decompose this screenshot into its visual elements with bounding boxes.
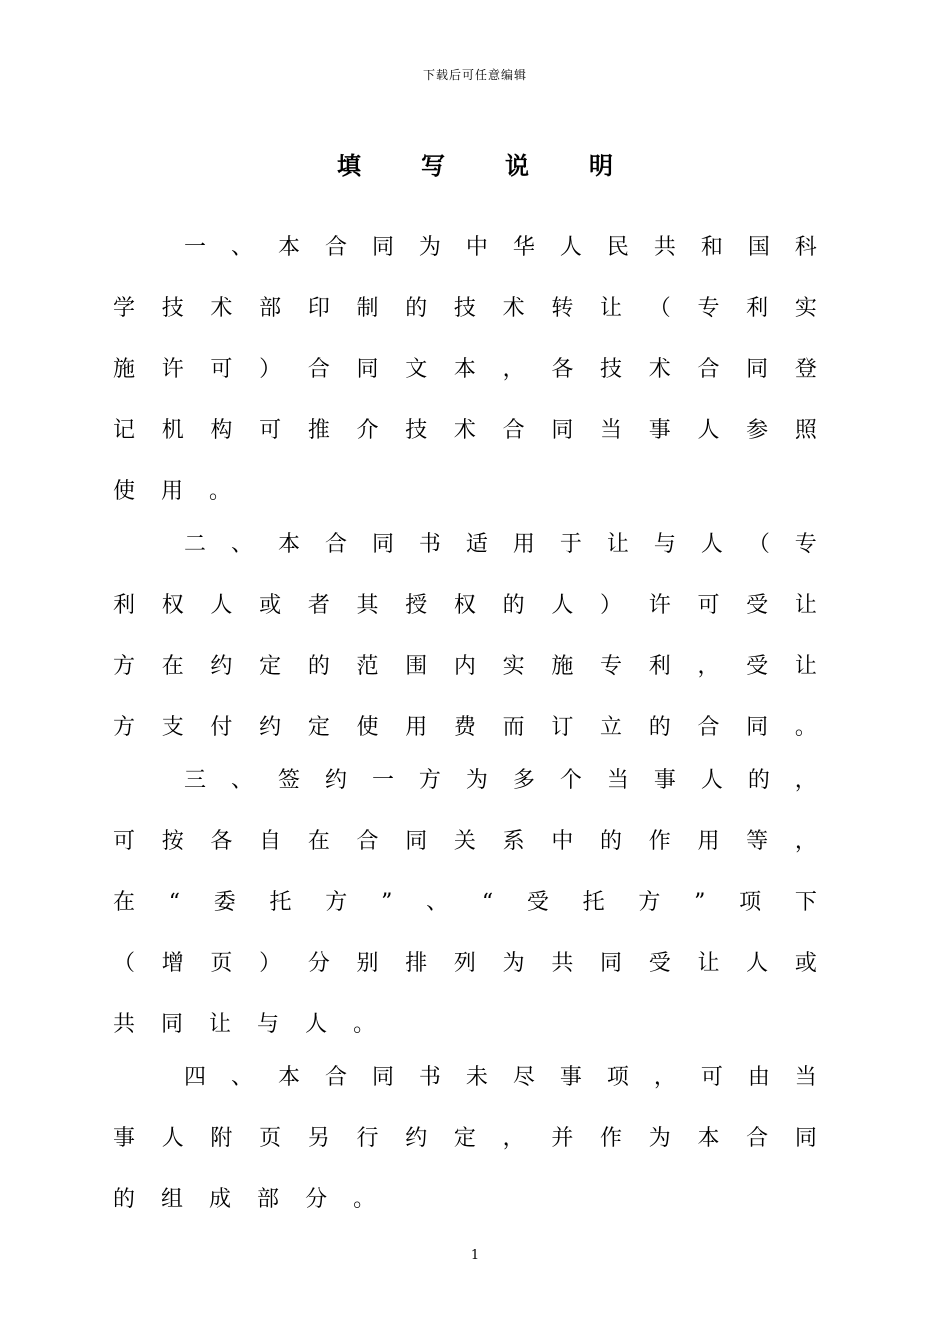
- body-char: 许: [161, 357, 184, 382]
- body-char: ，: [502, 1126, 525, 1151]
- body-char: 合: [746, 1126, 769, 1151]
- body-char: 同: [746, 357, 769, 382]
- body-char: 附: [210, 1126, 233, 1151]
- body-char: 用: [161, 479, 184, 504]
- body-char: 合: [324, 235, 347, 260]
- body-char: （: [648, 296, 671, 321]
- body-char: 四: [184, 1065, 207, 1090]
- body-char: 照: [794, 418, 817, 443]
- body-char: 的: [600, 829, 623, 854]
- body-char: 关: [453, 829, 476, 854]
- body-char: 共: [113, 1012, 136, 1037]
- body-char: 合: [697, 357, 720, 382]
- body-char: 的: [502, 593, 525, 618]
- body-char: 定: [307, 715, 330, 740]
- body-char: 共: [551, 951, 574, 976]
- body-char: 由: [747, 1065, 770, 1090]
- body-char: 约: [405, 1126, 428, 1151]
- body-char: 实: [502, 654, 525, 679]
- body-char: 利: [648, 654, 671, 679]
- body-char: 本: [277, 1065, 300, 1090]
- body-char: 并: [551, 1126, 574, 1151]
- body-char: 同: [551, 418, 574, 443]
- body-char: 自: [259, 829, 282, 854]
- body-line: [113, 472, 817, 512]
- body-char: 、: [230, 235, 253, 260]
- body-char: 或: [259, 593, 282, 618]
- body-char: 制: [356, 296, 379, 321]
- body-char: 技: [453, 296, 476, 321]
- body-char: 按: [161, 829, 184, 854]
- body-char: 的: [113, 1187, 136, 1212]
- body-char: 在: [161, 654, 184, 679]
- body-char: 学: [113, 296, 136, 321]
- body-char: 方: [325, 890, 348, 915]
- body-char: 托: [582, 890, 605, 915]
- body-char: 合: [307, 357, 330, 382]
- body-char: 记: [113, 418, 136, 443]
- document-title: [0, 146, 950, 181]
- body-char: 可: [697, 593, 720, 618]
- body-char: 立: [600, 715, 623, 740]
- body-char: 同: [356, 357, 379, 382]
- body-char: 术: [210, 296, 233, 321]
- body-char: 让: [794, 654, 817, 679]
- body-char: 约: [259, 715, 282, 740]
- body-char: 事: [559, 1065, 582, 1090]
- body-char: 用: [697, 829, 720, 854]
- body-char: 介: [356, 418, 379, 443]
- body-char: 华: [512, 235, 535, 260]
- body-char: 文: [405, 357, 428, 382]
- body-char: 登: [794, 357, 817, 382]
- body-char: ）: [600, 593, 623, 618]
- body-char: 本: [453, 357, 476, 382]
- body-char: 中: [465, 235, 488, 260]
- body-char: 构: [210, 418, 233, 443]
- body-char: 其: [356, 593, 379, 618]
- body-char: 本: [277, 532, 300, 557]
- body-char: 事: [653, 768, 676, 793]
- body-char: 施: [551, 654, 574, 679]
- body-char: 方: [113, 654, 136, 679]
- body-line: [113, 1119, 817, 1159]
- page-number: 1: [470, 1248, 480, 1263]
- body-char: 为: [465, 768, 488, 793]
- body-char: 合: [356, 829, 379, 854]
- body-char: 参: [746, 418, 769, 443]
- body-char: 的: [405, 296, 428, 321]
- body-char: 合: [502, 418, 525, 443]
- body-char: 授: [405, 593, 428, 618]
- title-char: 填: [337, 151, 361, 180]
- body-char: 人: [700, 768, 723, 793]
- body-char: 合: [697, 715, 720, 740]
- body-char: 人: [746, 951, 769, 976]
- body-char: ）: [259, 357, 282, 382]
- body-char: 托: [269, 890, 292, 915]
- body-char: 本: [277, 235, 300, 260]
- body-line: [113, 647, 817, 687]
- body-char: 权: [161, 593, 184, 618]
- body-char: 增: [161, 951, 184, 976]
- body-char: 民: [606, 235, 629, 260]
- body-char: 三: [184, 768, 207, 793]
- body-char: 用: [512, 532, 535, 557]
- body-char: 专: [794, 532, 817, 557]
- body-char: 费: [453, 715, 476, 740]
- body-char: 事: [113, 1126, 136, 1151]
- body-char: 术: [502, 296, 525, 321]
- body-char: 的: [747, 768, 770, 793]
- body-char: 可: [700, 1065, 723, 1090]
- body-char: 与: [257, 1012, 280, 1037]
- body-char: 方: [638, 890, 661, 915]
- body-char: 人: [559, 235, 582, 260]
- body-char: 合: [324, 532, 347, 557]
- body-char: 尽: [512, 1065, 535, 1090]
- body-char: “: [481, 890, 494, 915]
- body-char: 项: [606, 1065, 629, 1090]
- body-char: 部: [259, 296, 282, 321]
- body-char: 合: [324, 1065, 347, 1090]
- body-char: 和: [700, 235, 723, 260]
- body-char: 技: [161, 296, 184, 321]
- page-header-note: 下载后可任意编辑: [422, 68, 527, 82]
- body-char: 使: [113, 479, 136, 504]
- body-char: 、: [230, 1065, 253, 1090]
- body-char: 受: [526, 890, 549, 915]
- body-char: 二: [184, 532, 207, 557]
- body-char: 共: [653, 235, 676, 260]
- title-char: 写: [421, 151, 445, 180]
- body-char: 推: [307, 418, 330, 443]
- body-line: [113, 586, 817, 626]
- body-char: 同: [794, 1126, 817, 1151]
- body-line: [184, 761, 817, 801]
- body-line: [184, 1058, 817, 1098]
- body-char: 受: [648, 951, 671, 976]
- body-char: 同: [600, 951, 623, 976]
- body-char: 列: [453, 951, 476, 976]
- body-char: 当: [606, 768, 629, 793]
- body-char: 利: [113, 593, 136, 618]
- body-char: 作: [600, 1126, 623, 1151]
- body-char: 委: [213, 890, 236, 915]
- body-char: 方: [113, 715, 136, 740]
- body-char: 为: [502, 951, 525, 976]
- body-char: 专: [697, 296, 720, 321]
- body-char: 的: [648, 715, 671, 740]
- body-char: 于: [559, 532, 582, 557]
- body-char: 人: [697, 418, 720, 443]
- body-char: 者: [307, 593, 330, 618]
- body-char: 页: [259, 1126, 282, 1151]
- body-char: 为: [648, 1126, 671, 1151]
- body-line: [113, 350, 817, 390]
- body-char: 、: [426, 890, 449, 915]
- body-char: 多: [512, 768, 535, 793]
- body-char: 人: [551, 593, 574, 618]
- body-char: 成: [209, 1187, 232, 1212]
- body-char: 技: [405, 418, 428, 443]
- body-char: ，: [794, 829, 817, 854]
- body-char: 同: [161, 1012, 184, 1037]
- body-char: 的: [307, 654, 330, 679]
- body-char: 科: [794, 235, 817, 260]
- body-char: 各: [210, 829, 233, 854]
- body-char: 技: [600, 357, 623, 382]
- body-char: 人: [210, 593, 233, 618]
- body-char: 与: [653, 532, 676, 557]
- body-char: “: [168, 890, 181, 915]
- body-char: 或: [794, 951, 817, 976]
- body-char: 人: [161, 1126, 184, 1151]
- body-line: [113, 1180, 817, 1220]
- body-char: 转: [551, 296, 574, 321]
- body-char: ，: [794, 768, 817, 793]
- body-char: 约: [210, 654, 233, 679]
- body-char: 别: [356, 951, 379, 976]
- body-char: 中: [551, 829, 574, 854]
- body-char: 同: [371, 1065, 394, 1090]
- body-char: 可: [210, 357, 233, 382]
- body-char: 作: [648, 829, 671, 854]
- body-char: 付: [210, 715, 233, 740]
- body-char: 另: [307, 1126, 330, 1151]
- body-line: [113, 289, 817, 329]
- body-char: 页: [210, 951, 233, 976]
- body-char: 而: [502, 715, 525, 740]
- body-line: [184, 525, 817, 565]
- body-char: 权: [453, 593, 476, 618]
- body-char: 专: [600, 654, 623, 679]
- body-char: 、: [230, 768, 253, 793]
- body-char: 内: [453, 654, 476, 679]
- body-char: ）: [259, 951, 282, 976]
- body-char: 部: [257, 1187, 280, 1212]
- body-line: [113, 411, 817, 451]
- body-char: 个: [559, 768, 582, 793]
- title-char: 明: [589, 151, 613, 180]
- body-char: ，: [502, 357, 525, 382]
- body-char: 术: [453, 418, 476, 443]
- body-char: 、: [230, 532, 253, 557]
- body-line: [113, 883, 817, 923]
- body-char: 可: [113, 829, 136, 854]
- body-char: 一: [184, 235, 207, 260]
- body-char: 排: [405, 951, 428, 976]
- body-char: 让: [697, 951, 720, 976]
- body-char: 让: [794, 593, 817, 618]
- body-char: 让: [209, 1012, 232, 1037]
- body-char: 方: [418, 768, 441, 793]
- body-char: 订: [551, 715, 574, 740]
- body-char: 印: [307, 296, 330, 321]
- body-char: 在: [307, 829, 330, 854]
- body-char: 分: [305, 1187, 328, 1212]
- body-char: 同: [746, 715, 769, 740]
- body-char: 一: [371, 768, 394, 793]
- body-char: ，: [697, 654, 720, 679]
- body-char: 事: [648, 418, 671, 443]
- title-char: 说: [505, 151, 529, 180]
- body-char: 利: [746, 296, 769, 321]
- body-char: 人: [700, 532, 723, 557]
- body-char: 系: [502, 829, 525, 854]
- body-char: 。: [794, 715, 817, 740]
- body-char: 许: [648, 593, 671, 618]
- body-char: 本: [697, 1126, 720, 1151]
- body-char: 施: [113, 357, 136, 382]
- body-char: 支: [161, 715, 184, 740]
- body-char: 范: [356, 654, 379, 679]
- body-char: 用: [405, 715, 428, 740]
- body-char: 。: [209, 479, 232, 504]
- body-char: 签: [277, 768, 300, 793]
- body-char: 各: [551, 357, 574, 382]
- body-line: [113, 1005, 817, 1045]
- body-char: ，: [653, 1065, 676, 1090]
- body-char: 。: [353, 1012, 376, 1037]
- body-char: 未: [465, 1065, 488, 1090]
- body-char: 。: [353, 1187, 376, 1212]
- body-char: 受: [746, 593, 769, 618]
- body-char: 为: [418, 235, 441, 260]
- body-char: 围: [405, 654, 428, 679]
- body-char: 定: [259, 654, 282, 679]
- body-char: 同: [371, 532, 394, 557]
- body-char: 书: [418, 532, 441, 557]
- body-char: 约: [324, 768, 347, 793]
- body-line: [113, 822, 817, 862]
- body-char: （: [747, 532, 770, 557]
- body-char: ”: [694, 890, 706, 915]
- body-char: 让: [606, 532, 629, 557]
- body-char: 同: [405, 829, 428, 854]
- body-char: 当: [600, 418, 623, 443]
- body-char: 机: [161, 418, 184, 443]
- body-char: 定: [453, 1126, 476, 1151]
- body-char: 书: [418, 1065, 441, 1090]
- body-char: 当: [794, 1065, 817, 1090]
- body-char: 分: [307, 951, 330, 976]
- body-char: 项: [739, 890, 762, 915]
- body-char: 使: [356, 715, 379, 740]
- body-char: 下: [794, 890, 817, 915]
- body-line: [184, 228, 817, 268]
- body-char: 行: [356, 1126, 379, 1151]
- body-char: 等: [746, 829, 769, 854]
- body-char: 同: [371, 235, 394, 260]
- body-char: 人: [305, 1012, 328, 1037]
- body-char: （: [113, 951, 136, 976]
- body-char: 在: [113, 890, 136, 915]
- body-char: 实: [794, 296, 817, 321]
- body-char: 适: [465, 532, 488, 557]
- body-char: ”: [381, 890, 393, 915]
- body-char: 可: [259, 418, 282, 443]
- body-line: [113, 944, 817, 984]
- body-line: [113, 708, 817, 748]
- body-char: 受: [746, 654, 769, 679]
- body-char: 国: [747, 235, 770, 260]
- body-char: 术: [648, 357, 671, 382]
- body-char: 让: [600, 296, 623, 321]
- body-char: 组: [161, 1187, 184, 1212]
